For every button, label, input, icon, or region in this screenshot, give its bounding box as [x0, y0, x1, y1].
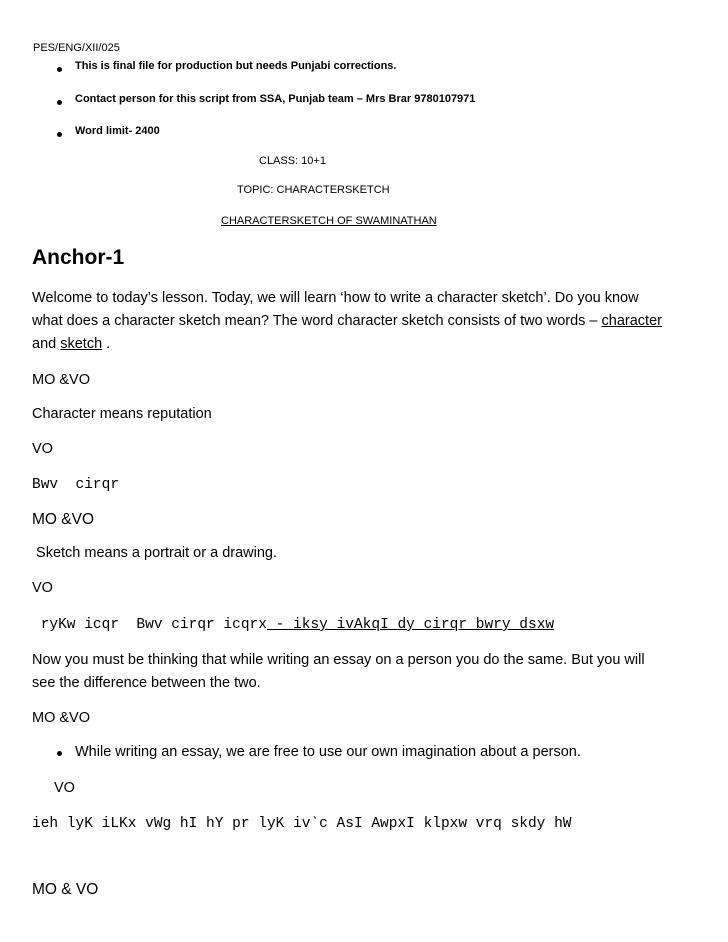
bullet-dot-icon	[57, 751, 62, 756]
intro-line-3	[32, 336, 110, 352]
anchor-heading: Anchor-1	[32, 246, 125, 269]
essay-bullet: While writing an essay, we are free to use our own imagination about a person.	[75, 744, 581, 760]
cue-vo: VO	[32, 441, 53, 457]
sketch-meaning: Sketch means a portrait or a drawing.	[32, 545, 278, 561]
character-meaning: Character means reputation	[32, 406, 212, 422]
note-word-limit: Word limit- 2400	[75, 125, 160, 137]
document-title: CHARACTERSKETCH OF SWAMINATHAN	[221, 215, 437, 227]
intro-line-2	[32, 313, 662, 329]
term-character: character	[601, 313, 662, 329]
cue-vo: VO	[32, 580, 53, 596]
punjabi-text-3: ieh lyK iLKx vWg hI hY pr lyK iv`c AsI AwpxI klpxw vrq skdy hW	[32, 816, 572, 832]
bullet-dot-icon	[57, 100, 62, 105]
difference-line-1: Now you must be thinking that while writing an essay on a person you do the same. But you will	[32, 652, 645, 668]
bullet-dot-icon	[57, 67, 62, 72]
bullet-dot-icon	[57, 132, 62, 137]
note-contact: Contact person for this script from SSA, Punjab team – Mrs Brar 9780107971	[75, 93, 476, 105]
term-sketch: sketch	[60, 336, 103, 352]
cue-mo-vo: MO &VO	[32, 511, 95, 528]
document-code: PES/ENG/XII/025	[33, 42, 120, 54]
intro-line-2-text: what does a character sketch mean? The word character sketch consists of two words –	[32, 313, 602, 329]
punjabi-text-1: Bwv cirqr	[32, 477, 120, 493]
intro-line-3-text: and	[32, 336, 61, 352]
note-production: This is final file for production but needs Punjabi corrections.	[75, 60, 397, 72]
cue-mo-vo: MO &VO	[32, 710, 91, 726]
cue-mo-vo: MO & VO	[32, 881, 99, 898]
intro-line-1: Welcome to today’s lesson. Today, we will learn ‘how to write a character sketch’. Do you know	[32, 290, 639, 306]
punjabi-text-2-underlined: - iksy ivAkqI dy cirqr bwry dsxw	[266, 617, 555, 633]
cue-vo: VO	[54, 780, 75, 796]
intro-line-3-end: .	[102, 336, 111, 352]
cue-mo-vo: MO &VO	[32, 372, 91, 388]
difference-line-2: see the difference between the two.	[32, 675, 261, 691]
class-line: CLASS: 10+1	[259, 155, 326, 167]
punjabi-text-2	[32, 617, 554, 633]
topic-line: TOPIC: CHARACTERSKETCH	[237, 184, 390, 196]
punjabi-text-2-main: ryKw icqr Bwv cirqr icqrx	[32, 617, 267, 633]
